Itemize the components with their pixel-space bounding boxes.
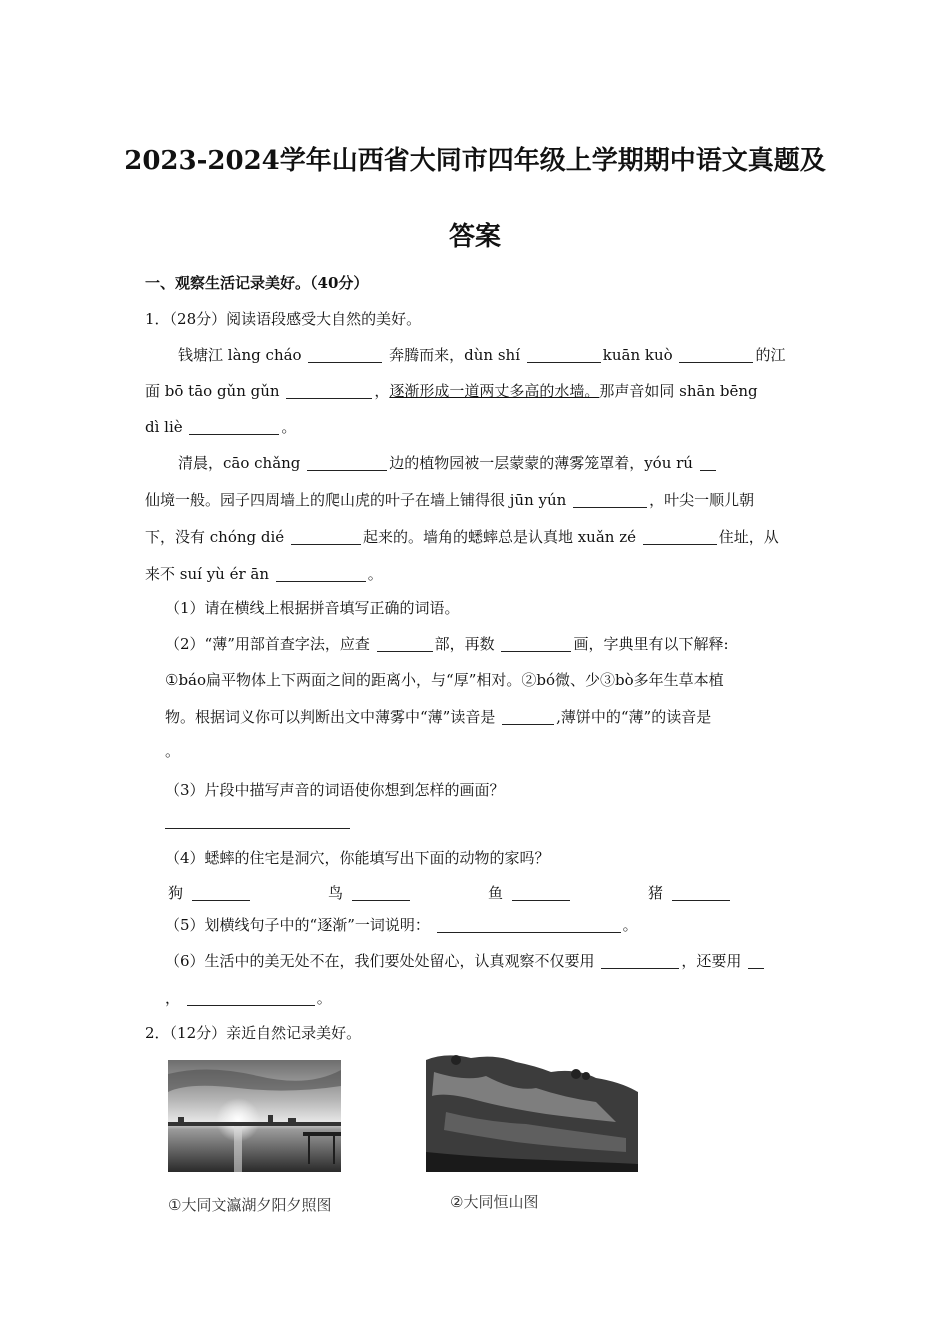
sub-question-2-line-1: （2）“薄”用部首查字法，应查 部，再数 画，字典里有以下解释: <box>165 635 729 653</box>
page-title-line-2: 答案 <box>448 222 501 252</box>
sub-question-2-line-3: 物。根据词义你可以判断出文中薄雾中“薄”读音是 ,薄饼中的“薄”的读音是 <box>165 708 712 726</box>
answer-blank[interactable] <box>187 989 315 1006</box>
answer-blank[interactable] <box>377 635 433 652</box>
sub-question-4: （4）蟋蟀的住宅是洞穴，你能填写出下面的动物的家吗？ <box>165 849 550 867</box>
answer-blank[interactable] <box>291 528 361 545</box>
answer-blank[interactable] <box>286 382 372 399</box>
sub-question-3: （3）片段中描写声音的词语使你想到怎样的画面？ <box>165 781 505 799</box>
answer-blank[interactable] <box>189 418 279 435</box>
sub-question-5: （5）划横线句子中的“逐渐”一词说明： 。 <box>165 916 638 934</box>
sub-question-6-line-2: ， 。 <box>165 989 332 1007</box>
answer-blank[interactable] <box>672 884 730 901</box>
underlined-sentence: 逐渐形成一道两丈多高的水墙。 <box>389 382 600 400</box>
answer-blank[interactable] <box>700 454 716 471</box>
answer-blank[interactable] <box>502 708 554 725</box>
photo-caption-2: ②大同恒山图 <box>450 1193 539 1211</box>
answer-blank[interactable] <box>352 884 410 901</box>
passage-2-line-3: 下，没有 chóng dié 起来的。墙角的蟋蟀总是认真地 xuǎn zé 住址，从 <box>145 528 779 546</box>
answer-blank[interactable] <box>601 952 679 969</box>
answer-blank[interactable] <box>573 491 647 508</box>
lake-sunset-photo <box>168 1060 341 1172</box>
answer-blank[interactable] <box>679 346 753 363</box>
passage-2-line-2: 仙境一般。园子四周墙上的爬山虎的叶子在墙上铺得很 jūn yún ，叶尖一顺儿朝 <box>145 491 755 509</box>
answer-blank[interactable] <box>748 952 764 969</box>
answer-blank[interactable] <box>276 565 366 582</box>
answer-blank[interactable] <box>512 884 570 901</box>
passage-1-line-3: dì liè 。 <box>145 418 297 436</box>
answer-blank[interactable] <box>308 346 382 363</box>
photo-caption-1: ①大同文瀛湖夕阳夕照图 <box>168 1196 332 1214</box>
answer-blank[interactable] <box>501 635 571 652</box>
answer-blank[interactable] <box>192 884 250 901</box>
question-1-stem: 1．（28分）阅读语段感受大自然的美好。 <box>145 310 422 328</box>
question-2-stem: 2．（12分）亲近自然记录美好。 <box>145 1024 362 1042</box>
animal-label: 鸟 <box>328 884 344 902</box>
animal-label: 猪 <box>648 884 664 902</box>
section-heading: 一、观察生活记录美好。（40分） <box>145 274 369 292</box>
sub-question-1: （1）请在横线上根据拼音填写正确的词语。 <box>165 599 460 617</box>
passage-2-line-1: 清晨，cāo chǎng 边的植物园被一层蒙蒙的薄雾笼罩着，yóu rú <box>178 452 810 474</box>
answer-blank[interactable] <box>527 346 601 363</box>
answer-line[interactable] <box>165 828 350 829</box>
sub-question-2-line-4: 。 <box>165 742 181 760</box>
page-title-line-1: 2023-2024学年山西省大同市四年级上学期期中语文真题及 <box>124 146 826 176</box>
answer-blank[interactable] <box>307 454 387 471</box>
animal-label: 狗 <box>168 884 184 902</box>
sub-question-2-line-2: ①báo扁平物体上下两面之间的距离小，与“厚”相对。②bó微、少③bò多年生草本植 <box>165 671 724 689</box>
sub-question-6-line-1: （6）生活中的美无处不在，我们要处处留心，认真观察不仅要用 ，还要用 <box>165 950 810 972</box>
passage-1-line-2: 面 bō tāo gǔn gǔn ，逐渐形成一道两丈多高的水墙。那声音如同 shān bēng <box>145 382 758 400</box>
answer-blank[interactable] <box>643 528 717 545</box>
passage-1-line-1: 钱塘江 làng cháo 奔腾而来，dùn shí kuān kuò 的江 <box>178 346 786 364</box>
passage-2-line-4: 来不 suí yù ér ān 。 <box>145 565 383 583</box>
hengshan-mountain-photo <box>426 1052 638 1172</box>
answer-blank[interactable] <box>437 916 621 933</box>
animal-label: 鱼 <box>488 884 504 902</box>
